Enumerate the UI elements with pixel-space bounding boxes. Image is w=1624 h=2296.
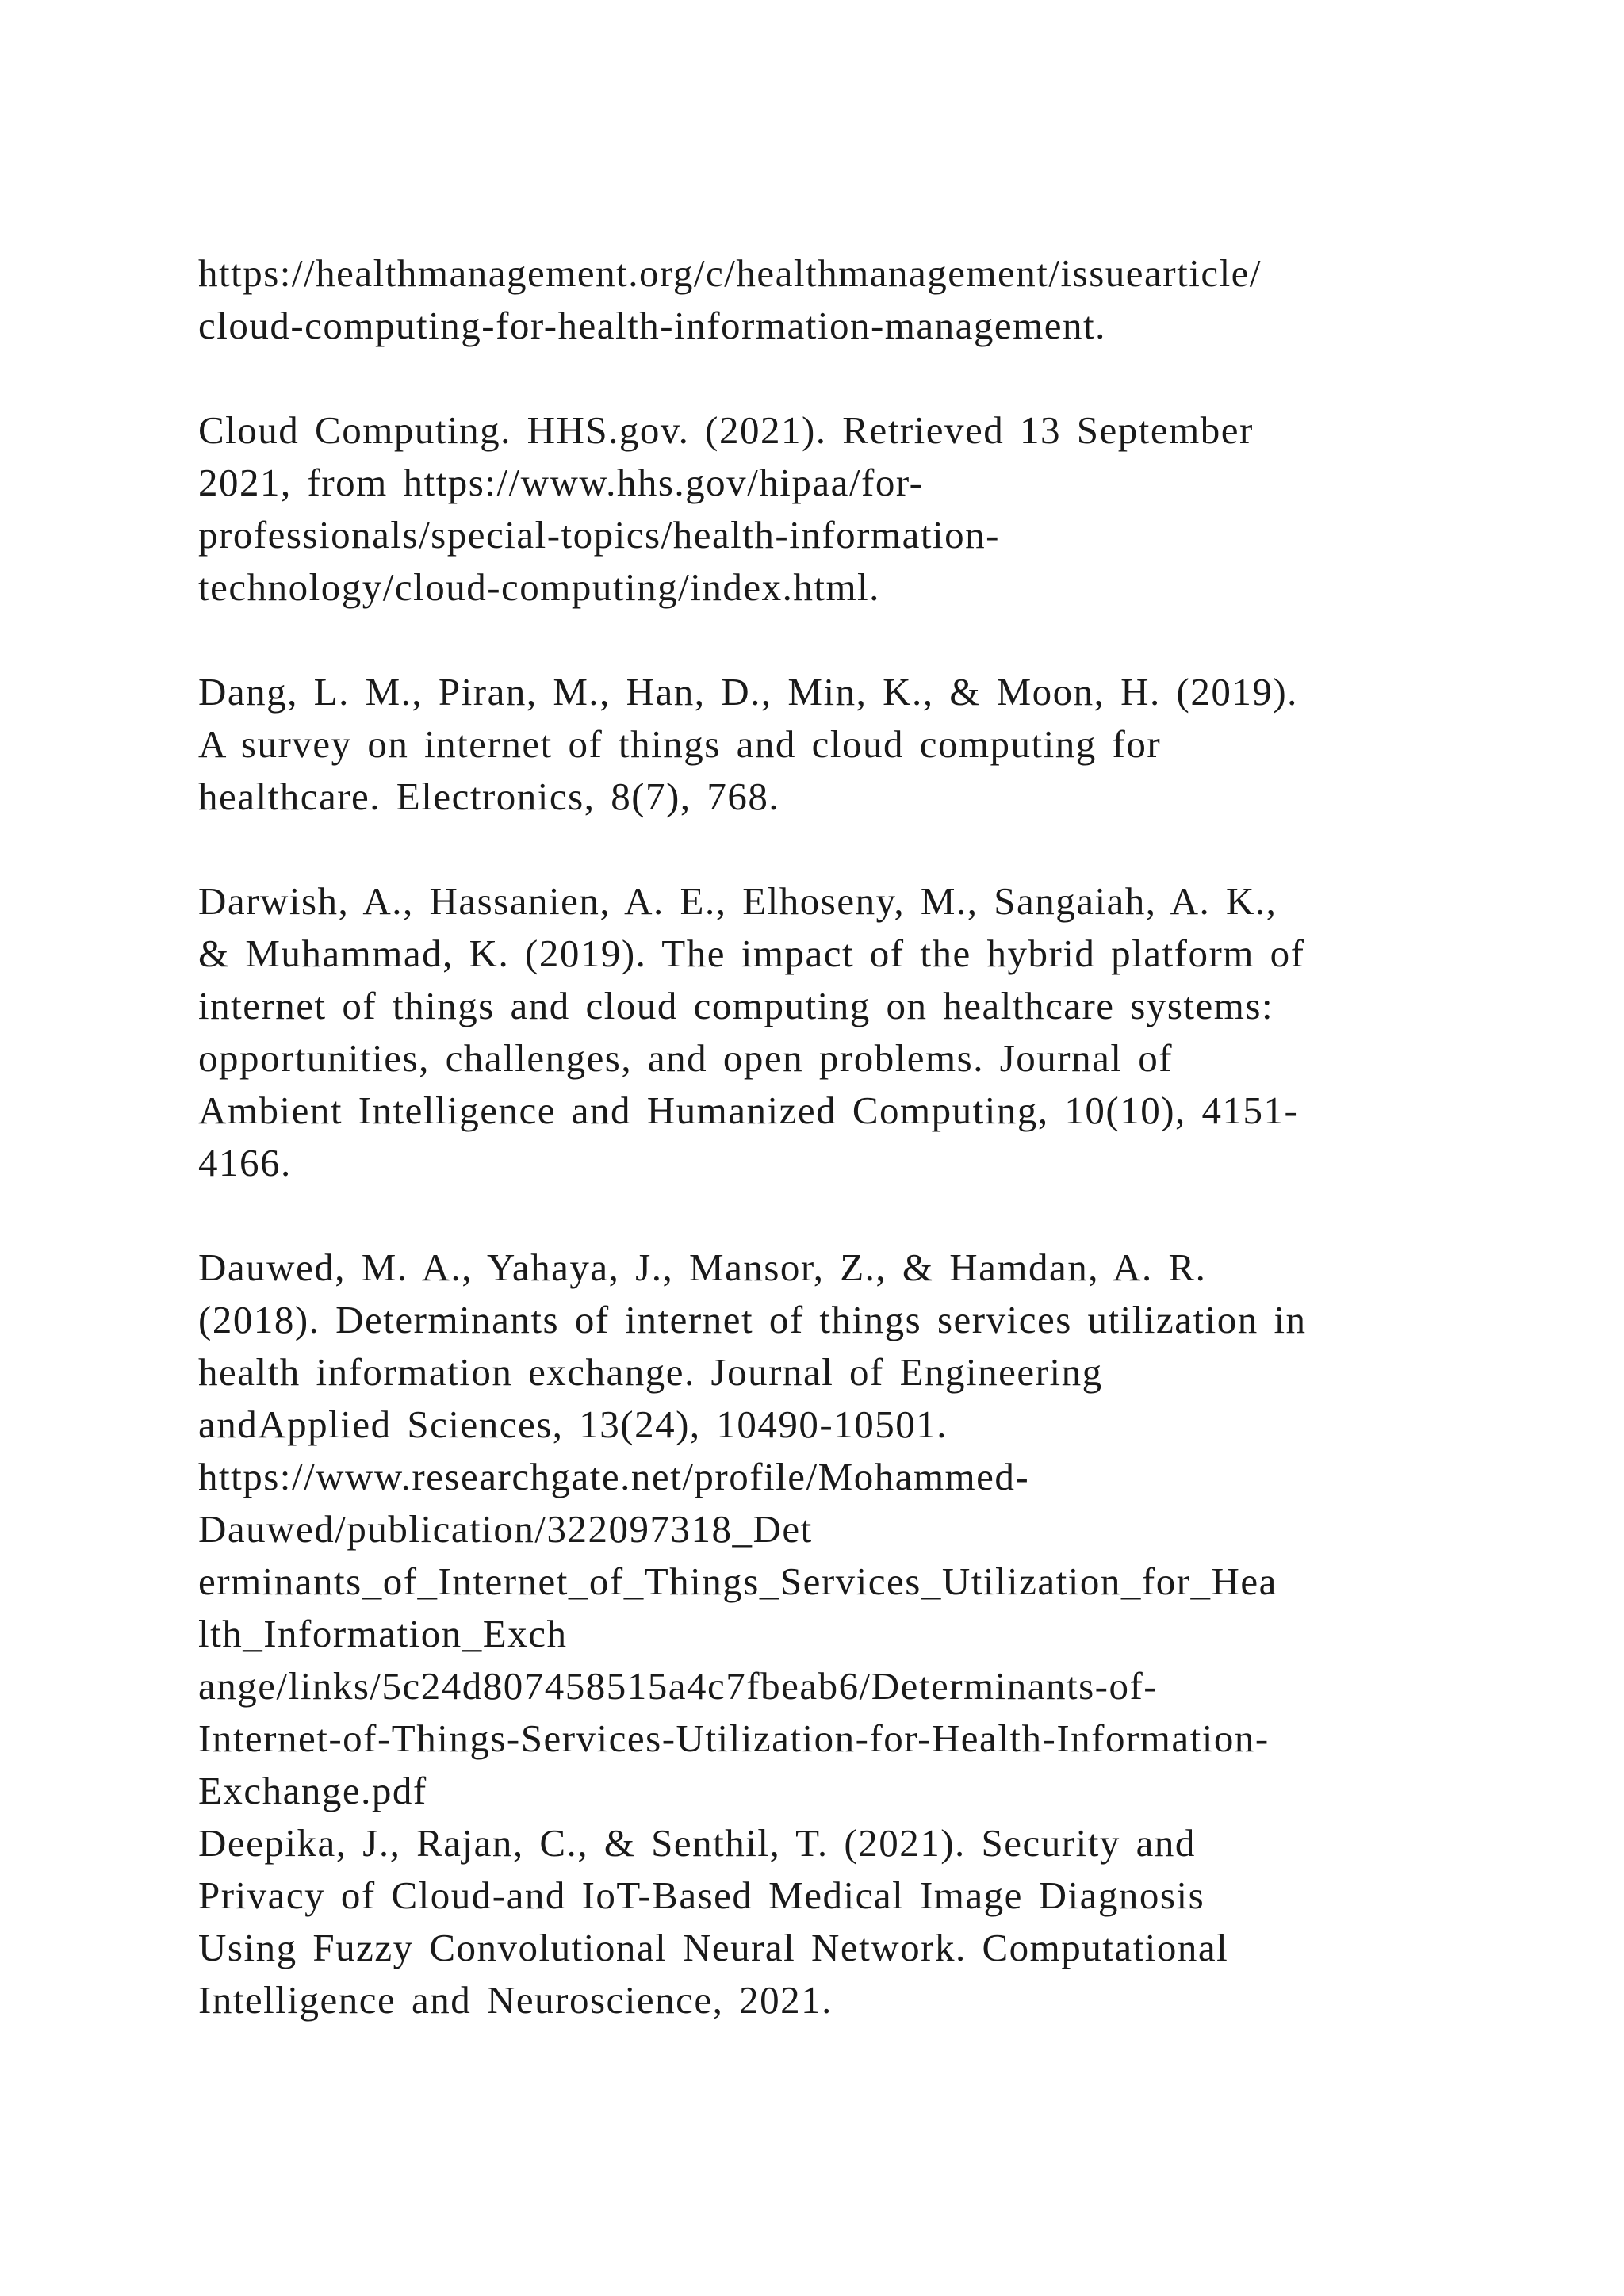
reference-line: internet of things and cloud computing on healthcare systems: bbox=[198, 984, 1274, 1027]
reference-line: Cloud Computing. HHS.gov. (2021). Retrieved 13 September bbox=[198, 408, 1254, 452]
reference-line: 2021, from https://www.hhs.gov/hipaa/for- bbox=[198, 461, 924, 504]
reference-url-line: https://www.researchgate.net/profile/Mohammed- bbox=[198, 1455, 1030, 1498]
paragraph-gap bbox=[198, 614, 1435, 666]
reference-line: healthcare. Electronics, 8(7), 768. bbox=[198, 775, 780, 818]
reference-url-line: lth_Information_Exch bbox=[198, 1612, 568, 1655]
reference-line: cloud-computing-for-health-information-management. bbox=[198, 304, 1106, 347]
reference-line: andApplied Sciences, 13(24), 10490-10501. bbox=[198, 1402, 948, 1446]
reference-line: Dang, L. M., Piran, M., Han, D., Min, K., & Moon, H. (2019). bbox=[198, 670, 1298, 714]
reference-line: Deepika, J., Rajan, C., & Senthil, T. (2021). Security and bbox=[198, 1821, 1196, 1865]
reference-url-line: Internet-of-Things-Services-Utilization-for-Health-Information- bbox=[198, 1716, 1270, 1760]
reference-line: 4166. bbox=[198, 1141, 292, 1184]
paragraph-gap bbox=[198, 1189, 1435, 1242]
reference-line: A survey on internet of things and cloud computing for bbox=[198, 722, 1162, 766]
reference-line: technology/cloud-computing/index.html. bbox=[198, 565, 880, 609]
reference-list bbox=[198, 247, 1435, 2026]
paragraph-gap bbox=[198, 352, 1435, 404]
reference-line: opportunities, challenges, and open problems. Journal of bbox=[198, 1036, 1174, 1080]
reference-line: Intelligence and Neuroscience, 2021. bbox=[198, 1978, 833, 2022]
reference-line: Using Fuzzy Convolutional Neural Network. Computational bbox=[198, 1926, 1229, 1969]
reference-line: Privacy of Cloud-and IoT-Based Medical Image Diagnosis bbox=[198, 1873, 1205, 1917]
reference-url-line: Exchange.pdf bbox=[198, 1769, 427, 1812]
reference-url-line: ange/links/5c24d807458515a4c7fbeab6/Determinants-of- bbox=[198, 1664, 1159, 1708]
reference-line: Darwish, A., Hassanien, A. E., Elhoseny, M., Sangaiah, A. K., bbox=[198, 879, 1277, 923]
reference-line: professionals/special-topics/health-information- bbox=[198, 513, 1000, 557]
reference-line: & Muhammad, K. (2019). The impact of the hybrid platform of bbox=[198, 932, 1305, 975]
reference-line: Dauwed, M. A., Yahaya, J., Mansor, Z., & Hamdan, A. R. bbox=[198, 1246, 1207, 1289]
reference-line: health information exchange. Journal of Engineering bbox=[198, 1350, 1103, 1394]
reference-line: (2018). Determinants of internet of things services utilization in bbox=[198, 1298, 1307, 1341]
reference-url-line: Dauwed/publication/322097318_Det bbox=[198, 1507, 813, 1551]
reference-line: https://healthmanagement.org/c/healthmanagement/issuearticle/ bbox=[198, 251, 1262, 295]
reference-url-line: erminants_of_Internet_of_Things_Services_Utilization_for_Hea bbox=[198, 1559, 1277, 1603]
reference-line: Ambient Intelligence and Humanized Computing, 10(10), 4151- bbox=[198, 1089, 1299, 1132]
paragraph-gap bbox=[198, 823, 1435, 875]
